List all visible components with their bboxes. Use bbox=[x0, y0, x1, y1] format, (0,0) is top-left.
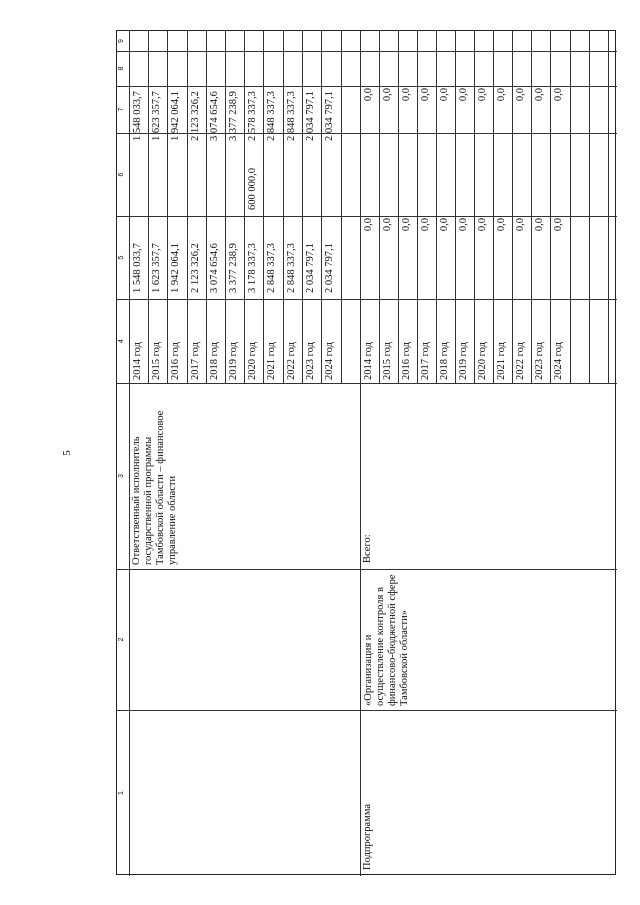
year-cell: 2020 год bbox=[477, 342, 488, 380]
section2-row-line bbox=[379, 31, 380, 383]
column-header-5: 5 bbox=[118, 255, 125, 260]
year-cell: 2015 год bbox=[382, 342, 393, 380]
section1-row-line bbox=[341, 31, 342, 383]
section1-row-line bbox=[302, 31, 303, 383]
column-line bbox=[117, 216, 617, 217]
year-cell: 2020 год bbox=[247, 342, 258, 380]
section2-row-line bbox=[455, 31, 456, 383]
column-line bbox=[117, 51, 617, 52]
year-cell: 2014 год bbox=[132, 342, 143, 380]
section2-row-line bbox=[531, 31, 532, 383]
section1-row-line bbox=[167, 31, 168, 383]
budget-table bbox=[116, 30, 616, 875]
section1-row-line bbox=[263, 31, 264, 383]
column-header-7: 7 bbox=[118, 107, 125, 112]
year-cell: 2024 год bbox=[324, 342, 335, 380]
year-cell: 2018 год bbox=[439, 342, 450, 380]
section1-row-line bbox=[321, 31, 322, 383]
amount-regional-cell: 2 034 797,1 bbox=[305, 91, 316, 141]
subprogram-name: «Организация и осуществление контроля в финансово-бюджетной сфере Тамбовской области» bbox=[363, 574, 411, 706]
column-line bbox=[117, 86, 617, 87]
amount-regional-cell: 0,0 bbox=[515, 88, 526, 102]
amount-total-cell: 3 377 238,9 bbox=[228, 243, 239, 293]
section2-row-line bbox=[474, 31, 475, 383]
year-cell: 2017 год bbox=[420, 342, 431, 380]
section1-row-line bbox=[206, 31, 207, 383]
column-header-4: 4 bbox=[118, 339, 125, 343]
amount-regional-cell: 1 942 064,1 bbox=[170, 91, 181, 141]
amount-total-cell: 0,0 bbox=[439, 218, 450, 232]
section2-row-line bbox=[398, 31, 399, 383]
amount-regional-cell: 0,0 bbox=[496, 88, 507, 102]
amount-regional-cell: 2 848 337,3 bbox=[266, 91, 277, 141]
amount-total-cell: 1 548 033,7 bbox=[132, 243, 143, 293]
amount-total-cell: 0,0 bbox=[401, 218, 412, 232]
amount-regional-cell: 0,0 bbox=[382, 88, 393, 102]
year-cell: 2021 год bbox=[496, 342, 507, 380]
section2-row-line bbox=[512, 31, 513, 383]
amount-regional-cell: 1 548 033,7 bbox=[132, 91, 143, 141]
page-number: 5 bbox=[61, 450, 73, 456]
year-cell: 2015 год bbox=[151, 342, 162, 380]
amount-regional-cell: 0,0 bbox=[363, 88, 374, 102]
year-cell: 2017 год bbox=[190, 342, 201, 380]
column-header-2: 2 bbox=[118, 637, 125, 642]
year-cell: 2016 год bbox=[401, 342, 412, 380]
amount-regional-cell: 0,0 bbox=[477, 88, 488, 102]
section-divider-line bbox=[360, 31, 361, 876]
year-cell: 2016 год bbox=[170, 342, 181, 380]
amount-total-cell: 0,0 bbox=[363, 218, 374, 232]
year-cell: 2023 год bbox=[305, 342, 316, 380]
amount-regional-cell: 0,0 bbox=[420, 88, 431, 102]
amount-total-cell: 0,0 bbox=[458, 218, 469, 232]
amount-regional-cell: 0,0 bbox=[458, 88, 469, 102]
column-header-8: 8 bbox=[118, 66, 125, 71]
amount-total-cell: 2 123 326,2 bbox=[190, 243, 201, 293]
amount-total-cell: 1 942 064,1 bbox=[170, 243, 181, 293]
amount-total-cell: 3 178 337,3 bbox=[247, 243, 258, 293]
amount-regional-cell: 2 123 326,2 bbox=[190, 91, 201, 141]
section2-row-line bbox=[436, 31, 437, 383]
amount-regional-cell: 0,0 bbox=[553, 88, 564, 102]
section2-row-line bbox=[608, 31, 609, 383]
year-cell: 2022 год bbox=[286, 342, 297, 380]
amount-regional-cell: 0,0 bbox=[401, 88, 412, 102]
year-cell: 2024 год bbox=[553, 342, 564, 380]
amount-total-cell: 0,0 bbox=[382, 218, 393, 232]
section2-row-line bbox=[493, 31, 494, 383]
amount-regional-cell: 2 848 337,3 bbox=[286, 91, 297, 141]
subprogram-label: Подпрограмма bbox=[362, 803, 373, 870]
amount-regional-cell: 3 074 654,6 bbox=[209, 91, 220, 141]
year-cell: 2023 год bbox=[534, 342, 545, 380]
amount-total-cell: 0,0 bbox=[420, 218, 431, 232]
amount-total-cell: 0,0 bbox=[515, 218, 526, 232]
amount-regional-cell: 2 034 797,1 bbox=[324, 91, 335, 141]
amount-regional-cell: 0,0 bbox=[534, 88, 545, 102]
section1-row-line bbox=[148, 31, 149, 383]
section2-row-line bbox=[417, 31, 418, 383]
section2-row-line bbox=[589, 31, 590, 383]
amount-total-cell: 0,0 bbox=[477, 218, 488, 232]
year-cell: 2018 год bbox=[209, 342, 220, 380]
amount-total-cell: 1 623 357,7 bbox=[151, 243, 162, 293]
amount-total-cell: 0,0 bbox=[534, 218, 545, 232]
column-header-9: 9 bbox=[118, 39, 125, 43]
section2-row-line bbox=[570, 31, 571, 383]
amount-total-cell: 2 848 337,3 bbox=[286, 243, 297, 293]
amount-federal-cell: 600 000,0 bbox=[247, 168, 258, 210]
amount-total-cell: 2 034 797,1 bbox=[305, 243, 316, 293]
total-label: Всего: bbox=[362, 534, 373, 563]
section1-row-line bbox=[244, 31, 245, 383]
header-row-line bbox=[129, 31, 130, 876]
column-header-3: 3 bbox=[118, 474, 125, 478]
section1-row-line bbox=[283, 31, 284, 383]
amount-total-cell: 3 074 654,6 bbox=[209, 243, 220, 293]
amount-total-cell: 2 034 797,1 bbox=[324, 243, 335, 293]
section1-row-line bbox=[187, 31, 188, 383]
year-cell: 2019 год bbox=[228, 342, 239, 380]
amount-total-cell: 0,0 bbox=[553, 218, 564, 232]
amount-regional-cell: 2 578 337,3 bbox=[247, 91, 258, 141]
amount-total-cell: 2 848 337,3 bbox=[266, 243, 277, 293]
year-cell: 2014 год bbox=[363, 342, 374, 380]
year-cell: 2022 год bbox=[515, 342, 526, 380]
responsible-executor-text: Ответственный исполнитель государственной программы Тамбовской области – финансовое управление области bbox=[131, 410, 179, 565]
amount-regional-cell: 1 623 357,7 bbox=[151, 91, 162, 141]
section2-row-line bbox=[550, 31, 551, 383]
section1-row-line bbox=[225, 31, 226, 383]
year-cell: 2019 год bbox=[458, 342, 469, 380]
amount-regional-cell: 0,0 bbox=[439, 88, 450, 102]
column-header-1: 1 bbox=[118, 791, 125, 795]
column-header-6: 6 bbox=[118, 172, 125, 177]
year-cell: 2021 год bbox=[266, 342, 277, 380]
amount-total-cell: 0,0 bbox=[496, 218, 507, 232]
amount-regional-cell: 3 377 238,9 bbox=[228, 91, 239, 141]
